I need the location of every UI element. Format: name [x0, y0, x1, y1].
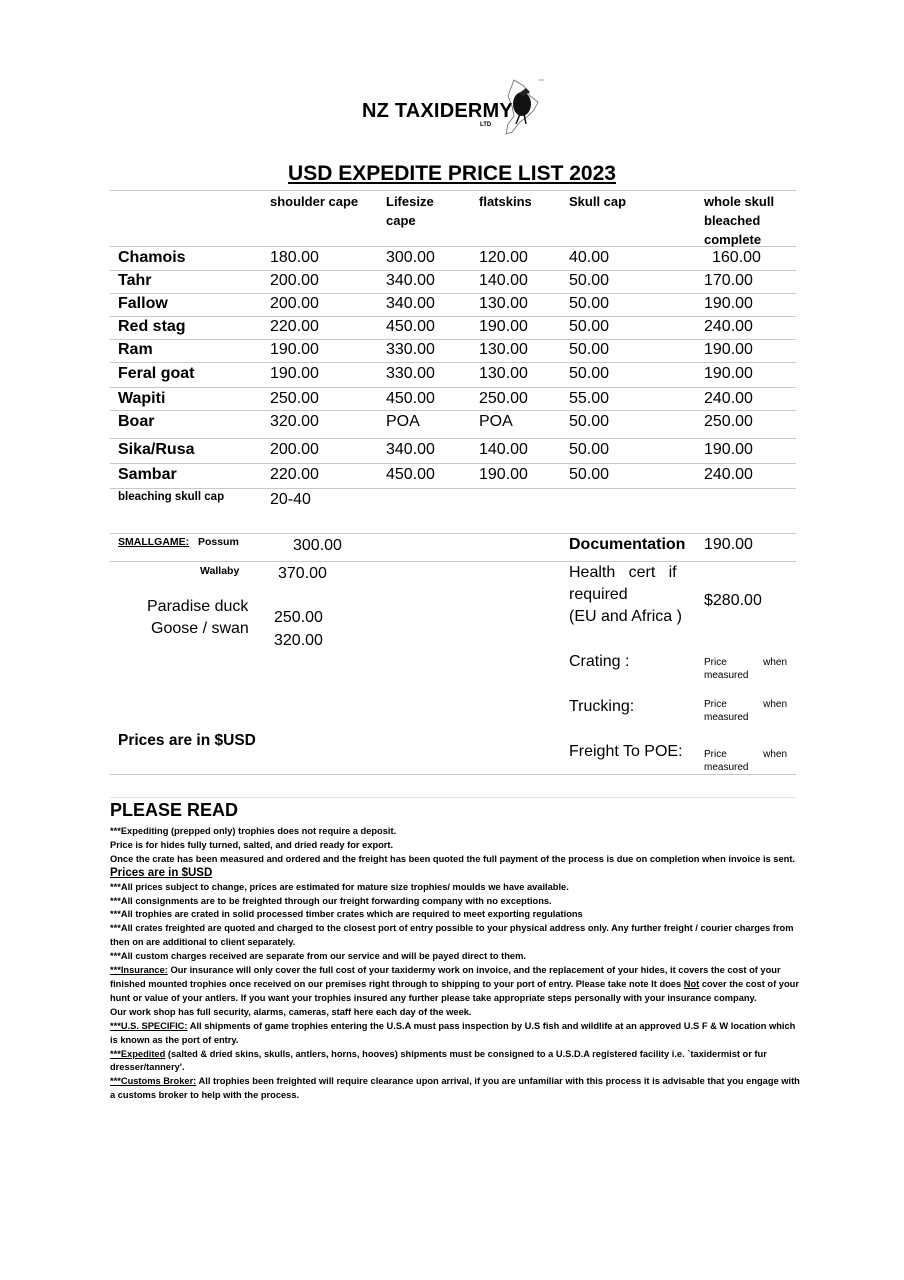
page-title: USD EXPEDITE PRICE LIST 2023 [288, 162, 616, 185]
note-label: ***Expedited [110, 1048, 166, 1059]
price-cell: POA [386, 413, 420, 430]
trucking-price-note [704, 698, 787, 724]
note-text: Our insurance will only cover the full cost of your taxidermy work on invoice, and the replacement of your hides, it covers the cost of your finished mounted trophies once received on our premises right through to shipping to your port of entry. Please take note It does [110, 965, 781, 989]
note-customs [110, 1075, 800, 1103]
note: ***All prices subject to change, prices are estimated for mature size trophies/ moulds we have available. [110, 881, 569, 892]
table-rule [110, 438, 796, 439]
smallgame-heading-row [118, 536, 239, 548]
price-cell: 250.00 [479, 390, 528, 407]
wallaby-price: 370.00 [278, 565, 327, 582]
paradise-duck-price: 250.00 [274, 609, 323, 626]
table-rule [110, 362, 796, 363]
price-cell: 190.00 [270, 341, 319, 358]
note-text: All shipments of game trophies entering the U.S.A must pass inspection by U.S fish and wildlife at an approved U.S F & W location which is known as the port of entry. [110, 1020, 796, 1045]
price-cell: 130.00 [479, 295, 528, 312]
price-cell: 140.00 [479, 272, 528, 289]
health-cert-line3: (EU and Africa ) [569, 608, 682, 625]
table-rule [110, 410, 796, 411]
health-cert-price: $280.00 [704, 592, 762, 609]
crating-price-note [704, 656, 787, 682]
wallaby-label: Wallaby [200, 565, 240, 577]
note: Our work shop has full security, alarms, cameras, staff here each day of the week. [110, 1006, 472, 1017]
price-cell: 50.00 [569, 295, 610, 312]
note-text: Once the crate has been measured and ordered and the freight has been quoted the full payment of the process is due on completion when invoice is sent. [110, 853, 796, 864]
note: Price is for hides fully turned, salted, and dried ready for export. [110, 839, 394, 850]
health-cert-line1: Health cert if [569, 564, 677, 581]
notes-section [110, 825, 800, 1103]
pw-price: Price [704, 699, 727, 710]
price-cell: 450.00 [386, 318, 435, 335]
price-cell: 200.00 [270, 272, 319, 289]
note-label: ***Insurance: [110, 965, 168, 976]
pw-price: Price [704, 749, 727, 760]
note-usd: Prices are in $USD [110, 866, 213, 879]
price-cell: 340.00 [386, 441, 435, 458]
price-cell: 190.00 [479, 318, 528, 335]
price-cell: 190.00 [704, 295, 753, 312]
table-rule [110, 339, 796, 340]
nz-map-bird-icon [494, 78, 554, 138]
logo-text: NZ TAXIDERMY [362, 100, 513, 122]
price-cell: 190.00 [479, 466, 528, 483]
bleaching-label: bleaching skull cap [118, 491, 225, 503]
species-name: Sambar [118, 466, 177, 483]
price-cell: 160.00 [712, 249, 761, 266]
currency-note: Prices are in $USD [118, 732, 256, 749]
note-insurance [110, 964, 800, 1006]
table-rule [110, 190, 796, 191]
species-name: Tahr [118, 272, 152, 289]
price-cell: 50.00 [569, 318, 610, 335]
note [110, 853, 800, 881]
pw-when: when [763, 657, 787, 668]
price-cell: 250.00 [270, 390, 319, 407]
pw-measured: measured [704, 670, 749, 681]
note-us-specific [110, 1020, 800, 1048]
price-cell: 55.00 [569, 390, 610, 407]
logo-ltd: LTD [480, 122, 492, 128]
price-cell: 320.00 [270, 413, 319, 430]
column-header: whole skull bleached complete [704, 194, 775, 247]
price-cell: 50.00 [569, 272, 610, 289]
note: ***All trophies are crated in solid processed timber crates which are required to meet exporting regulations [110, 909, 583, 920]
table-rule [110, 270, 796, 271]
column-header: Lifesize cape [386, 194, 434, 228]
note-expedited [110, 1048, 800, 1076]
price-cell: 130.00 [479, 341, 528, 358]
price-cell: 330.00 [386, 365, 435, 382]
table-rule [110, 533, 796, 534]
price-cell: 50.00 [569, 341, 610, 358]
price-cell: 240.00 [704, 390, 753, 407]
price-cell: 300.00 [386, 249, 435, 266]
price-cell: 130.00 [479, 365, 528, 382]
trucking-label: Trucking: [569, 698, 635, 715]
crating-label: Crating : [569, 653, 630, 670]
price-cell: 200.00 [270, 295, 319, 312]
species-name: Red stag [118, 318, 186, 335]
note: ***All custom charges received are separate from our service and will be payed direct to them. [110, 951, 526, 962]
price-cell: 170.00 [704, 272, 753, 289]
price-cell: 120.00 [479, 249, 528, 266]
table-rule [110, 316, 796, 317]
note-emphasis: Not [683, 978, 700, 989]
species-name: Ram [118, 341, 153, 358]
goose-swan-price: 320.00 [274, 632, 323, 649]
price-cell: 50.00 [569, 413, 610, 430]
price-cell: 190.00 [704, 365, 753, 382]
price-cell: 220.00 [270, 318, 319, 335]
price-cell: 200.00 [270, 441, 319, 458]
paradise-duck-label: Paradise duck [147, 598, 249, 615]
price-cell: 330.00 [386, 341, 435, 358]
column-header: shoulder cape [270, 194, 359, 209]
price-cell: 190.00 [704, 341, 753, 358]
price-cell: 50.00 [569, 441, 610, 458]
health-cert-line2: required [569, 586, 628, 603]
price-cell: 340.00 [386, 295, 435, 312]
table-rule [110, 561, 796, 562]
goose-swan-label: Goose / swan [151, 620, 249, 637]
note-text: cover the cost of your hunt or value of your antlers. If you want your trophies insured any further please take appropriate steps personally with your insurance company. [110, 978, 799, 1003]
freight-poe-label: Freight To POE: [569, 743, 683, 760]
pw-measured: measured [704, 762, 749, 773]
note-label: ***U.S. SPECIFIC: [110, 1020, 188, 1031]
price-cell: 340.00 [386, 272, 435, 289]
table-rule [110, 774, 796, 775]
price-cell: 240.00 [704, 318, 753, 335]
price-cell: 50.00 [569, 466, 610, 483]
pw-when: when [763, 699, 787, 710]
price-cell: 250.00 [704, 413, 753, 430]
price-cell: 140.00 [479, 441, 528, 458]
table-rule [110, 387, 796, 388]
possum-price: 300.00 [293, 537, 342, 554]
species-name: Sika/Rusa [118, 441, 195, 458]
documentation-label: Documentation [569, 536, 686, 553]
price-cell: POA [479, 413, 513, 430]
price-cell: 190.00 [704, 441, 753, 458]
species-name: Fallow [118, 295, 168, 312]
price-cell: 50.00 [569, 365, 610, 382]
species-name: Boar [118, 413, 155, 430]
price-cell: 180.00 [270, 249, 319, 266]
note-label: ***Customs Broker: [110, 1076, 197, 1087]
price-cell: 450.00 [386, 466, 435, 483]
note-text: All trophies been freighted will require clearance upon arrival, if you are unfamiliar with this process it is advisable that you engage with a customs broker to help with the process. [110, 1076, 800, 1101]
species-name: Feral goat [118, 365, 195, 382]
possum-label: Possum [197, 536, 239, 548]
price-cell: 40.00 [569, 249, 610, 266]
species-name: Chamois [118, 249, 186, 266]
species-name: Wapiti [118, 390, 166, 407]
table-rule [110, 797, 796, 798]
price-cell: 220.00 [270, 466, 319, 483]
column-header: Skull cap [569, 194, 627, 209]
pw-price: Price [704, 657, 727, 668]
smallgame-heading: SMALLGAME: [118, 536, 190, 548]
column-header: flatskins [479, 194, 532, 209]
price-cell: 240.00 [704, 466, 753, 483]
pw-when: when [763, 749, 787, 760]
note: ***All consignments are to be freighted through our freight forwarding company with no exceptions. [110, 895, 552, 906]
freight-price-note [704, 748, 787, 774]
bleaching-price: 20-40 [270, 491, 311, 508]
pw-measured: measured [704, 712, 749, 723]
company-logo [362, 78, 562, 138]
price-cell: 190.00 [270, 365, 319, 382]
note: ***Expediting (prepped only) trophies does not require a deposit. [110, 826, 397, 836]
table-rule [110, 293, 796, 294]
note-text: (salted & dried skins, skulls, antlers, horns, hooves) shipments must be consigned to a U.S.D.A registered facility i.e. `taxidermist or fur dresser/tannery'. [110, 1048, 767, 1073]
table-rule [110, 488, 796, 489]
note: ***All crates freighted are quoted and charged to the closest port of entry possible to your physical address only. Any further freight / courier charges from then on are additional to client separately. [110, 923, 794, 948]
please-read-heading: PLEASE READ [110, 800, 239, 820]
table-rule [110, 463, 796, 464]
documentation-price: 190.00 [704, 536, 753, 553]
price-cell: 450.00 [386, 390, 435, 407]
table-rule [110, 246, 796, 247]
